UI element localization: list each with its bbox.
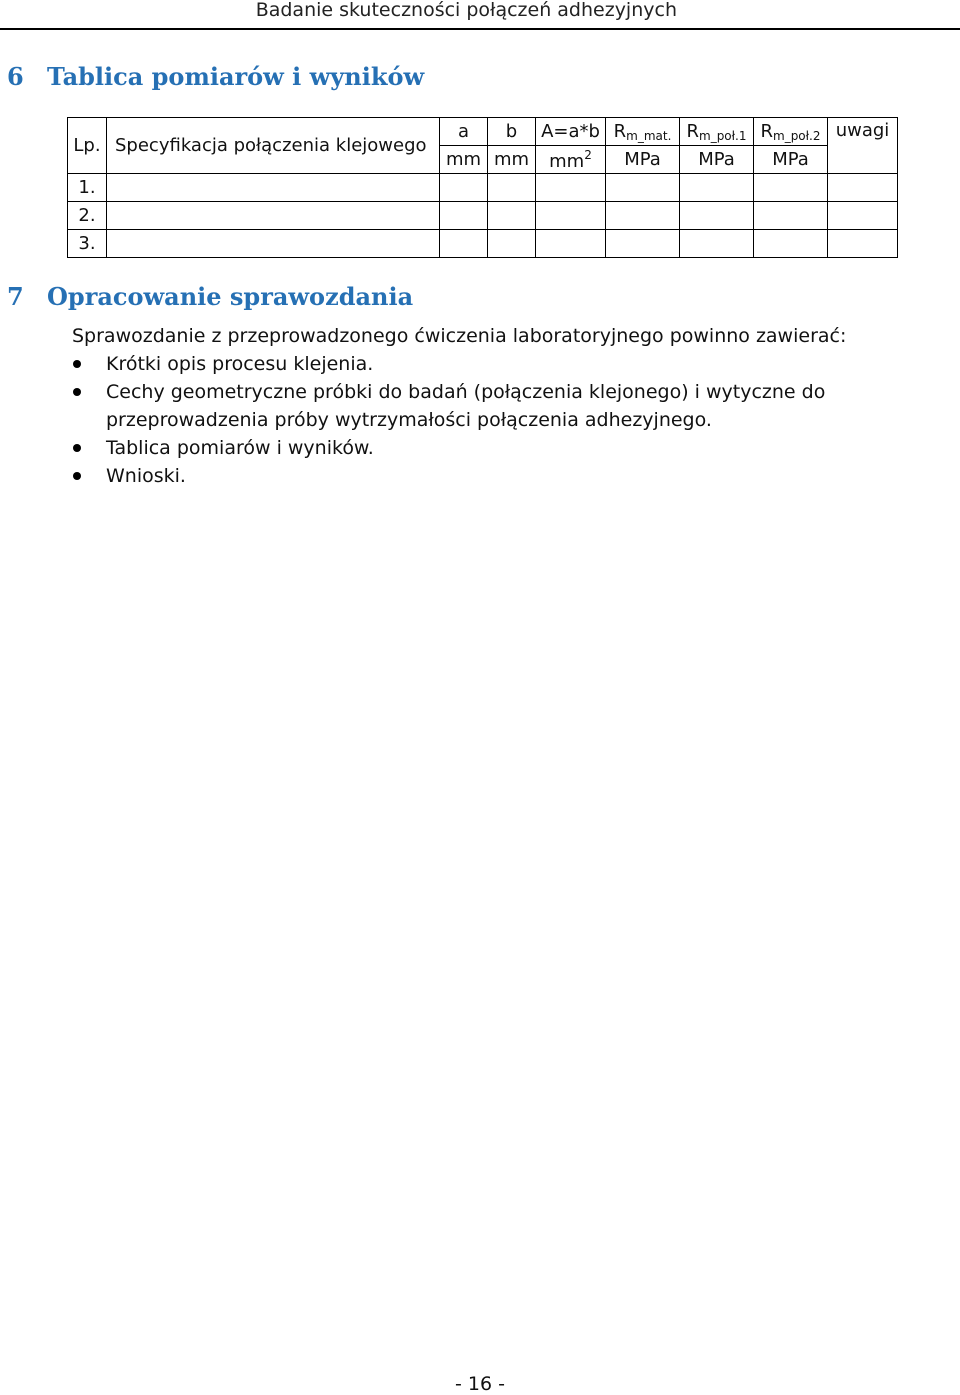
table-row xyxy=(68,230,898,258)
section-heading-7 xyxy=(7,282,413,311)
col-header-rm-pol2: $R_{m\_poł.2}$ xyxy=(754,118,828,146)
bullet-icon xyxy=(73,360,81,368)
section-title: Opracowanie sprawozdania xyxy=(47,282,414,311)
col-header-area: A=a*b xyxy=(536,118,606,146)
lp-header: Lp. xyxy=(68,118,107,174)
list-item: Wnioski. xyxy=(72,462,952,490)
unit-rm-pol1: MPa xyxy=(680,146,754,174)
spec-header: Specyfikacja połączenia klejowego xyxy=(107,118,440,174)
row-number: 3. xyxy=(68,230,107,258)
report-requirements xyxy=(72,322,952,490)
unit-area: $mm^2$ xyxy=(536,146,606,174)
table-row xyxy=(68,202,898,230)
section-number: 7 xyxy=(7,282,24,311)
list-item: Tablica pomiarów i wyników. xyxy=(72,434,952,462)
unit-a: mm xyxy=(440,146,488,174)
spec-cell[interactable] xyxy=(107,202,440,230)
bullet-icon xyxy=(73,472,81,480)
remarks-header: uwagi xyxy=(828,118,898,174)
page-number: - 16 - xyxy=(455,1373,505,1395)
header-rule xyxy=(0,28,960,30)
list-item: Krótki opis procesu klejenia. xyxy=(72,350,952,378)
running-header: Badanie skuteczności połączeń adhezyjnych xyxy=(255,0,677,21)
section-number: 6 xyxy=(7,62,24,91)
table-row xyxy=(68,174,898,202)
list-item: Cechy geometryczne próbki do badań (połączenia klejonego) i wytyczne do przeprowadzenia próby wytrzymałości połączenia adhezyjnego. xyxy=(72,378,952,434)
col-header-a: a xyxy=(440,118,488,146)
col-header-rm-pol1: $R_{m\_poł.1}$ xyxy=(680,118,754,146)
unit-rm-pol2: MPa xyxy=(754,146,828,174)
spec-cell[interactable] xyxy=(107,230,440,258)
unit-rm-mat: MPa xyxy=(606,146,680,174)
bullet-icon xyxy=(73,388,81,396)
col-header-b: b xyxy=(488,118,536,146)
row-number: 1. xyxy=(68,174,107,202)
intro-paragraph: Sprawozdanie z przeprowadzonego ćwiczenia laboratoryjnego powinno zawierać: xyxy=(72,325,847,347)
bullet-icon xyxy=(73,444,81,452)
section-heading-6 xyxy=(7,62,424,91)
unit-b: mm xyxy=(488,146,536,174)
measurements-table xyxy=(67,117,898,258)
spec-cell[interactable] xyxy=(107,174,440,202)
requirements-list xyxy=(72,350,952,490)
section-title: Tablica pomiarów i wyników xyxy=(47,62,425,91)
row-number: 2. xyxy=(68,202,107,230)
table-header-row xyxy=(68,118,898,146)
col-header-rm-mat: $R_{m\_mat.}$ xyxy=(606,118,680,146)
